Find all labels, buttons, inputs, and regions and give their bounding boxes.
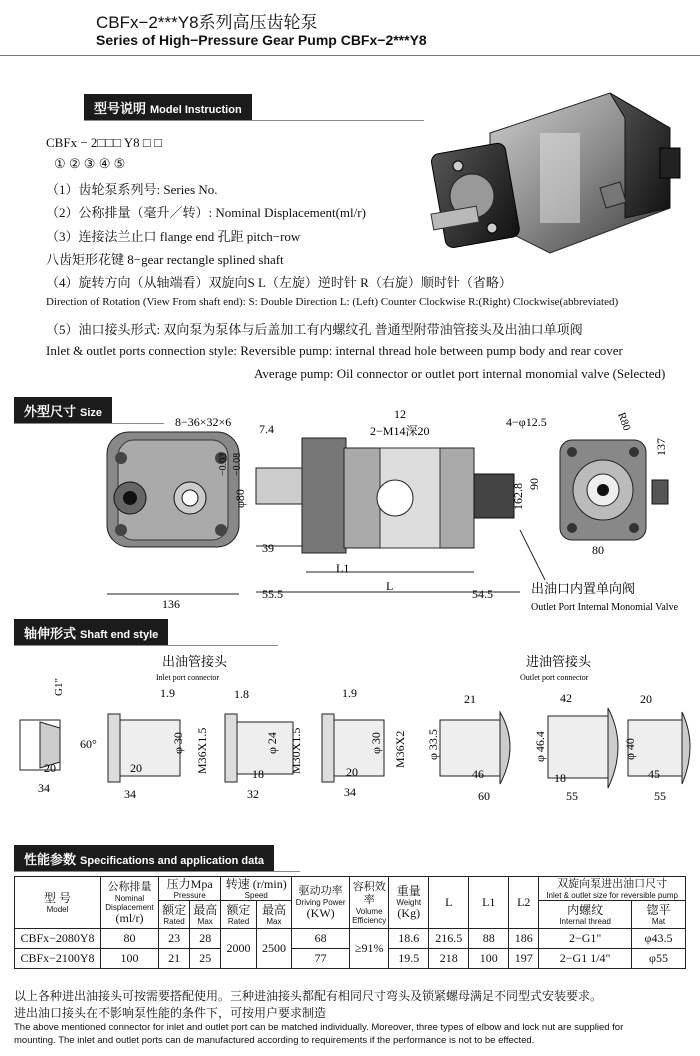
dim-137: 137 (654, 438, 668, 456)
col-ports (539, 877, 686, 901)
col-power (292, 877, 350, 929)
dim-20b: 20 (130, 761, 142, 775)
cell-disp: 100 (101, 949, 159, 969)
rear-view (560, 440, 668, 540)
tol-008: −0.08 (232, 452, 243, 476)
dim-18a: 18 (252, 767, 264, 781)
dim-1-9b: 1.9 (342, 686, 357, 700)
dim-80: 80 (592, 543, 604, 557)
tol-003: −0.03 (218, 452, 229, 476)
cell-L2: 197 (509, 949, 539, 969)
footnote-cn-1: 以上各种进出油接头可按需要搭配使用。三种进油接头都配有相同尺寸弯头及锁紧螺母满足不同型式安装要求。 (14, 989, 603, 1003)
mat-en: Mat (651, 916, 666, 926)
section-heading-cn: 型号说明 (94, 101, 147, 116)
col-weight (389, 877, 429, 929)
section-heading-cn: 性能参数 (24, 852, 77, 867)
dim-34a: 34 (38, 781, 50, 795)
dim-r80: R80 (615, 410, 633, 433)
rated-cn: 额定 (162, 902, 187, 917)
section-heading-cn: 外型尺寸 (24, 404, 77, 419)
cell-L2: 186 (509, 929, 539, 949)
section-heading-en: Model Instruction (150, 104, 242, 116)
dim-g1: G1" (53, 678, 65, 696)
col-mat (631, 901, 685, 929)
dim-phi46-4: φ 46.4 (533, 731, 547, 762)
model-line-8: Inlet & outlet ports connection style: Reversible pump: internal thread hole between pump body and rear cover (46, 343, 623, 358)
dim-12: 12 (394, 407, 406, 421)
dim-m36a: M36X1.5 (195, 727, 209, 774)
spec-table (14, 876, 686, 969)
max-cn: 最高 (193, 902, 218, 917)
rated-cn: 额定 (226, 902, 251, 917)
outlet-connector-cn: 出油管接头 (162, 654, 228, 669)
section-heading-en: Size (80, 407, 103, 419)
cell-L: 218 (429, 949, 469, 969)
cell-p-rated: 21 (159, 949, 190, 969)
ports-header-cn: 双旋向泵进出油口尺寸 (557, 877, 668, 890)
rated-en: Rated (227, 916, 250, 926)
inlet-connector-en: Outlet port connector (520, 673, 589, 682)
mat-cn: 锪平 (646, 902, 671, 917)
section-heading-en: Shaft end style (80, 629, 159, 641)
model-code-line: CBFx − 2□□□ Y8 □ □ (46, 135, 162, 150)
cell-weight: 18.6 (389, 929, 429, 949)
disp-header-en: Nominal Displacement (105, 893, 154, 912)
eff-header-cn: 容积效率 (352, 880, 386, 906)
dim-L: L (386, 579, 394, 593)
dim-55b: 55 (654, 789, 666, 803)
divider (0, 55, 700, 56)
power-header-cn: 驱动功率 (298, 885, 343, 897)
press-header-cn: 压力Mpa (166, 876, 213, 891)
page-subtitle: Series of High−Pressure Gear Pump CBFx−2***Y8 (96, 32, 427, 48)
dim-42: 42 (560, 691, 572, 705)
cell-p-max: 25 (190, 949, 221, 969)
model-line-9: Average pump: Oil connector or outlet port internal monomial valve (Selected) (254, 366, 666, 381)
col-pressure (159, 877, 221, 901)
dim-54-5: 54.5 (472, 587, 493, 601)
model-line-5: （4）旋转方向（从轴端看）双旋向S L（左旋）逆时针 R（右旋）顺时针（省略） (46, 275, 512, 290)
inlet-connector-cn: 进油管接头 (526, 654, 592, 669)
section-heading-spec (14, 845, 274, 871)
cell-mat: φ55 (631, 949, 685, 969)
dim-39: 39 (262, 541, 274, 555)
dim-162-8: 162.8 (511, 483, 525, 510)
dim-55-5: 55.5 (262, 587, 283, 601)
weight-header-unit: (Kg) (397, 906, 421, 920)
section-heading-model (84, 94, 252, 120)
disp-header-cn: 公称排量 (107, 880, 152, 893)
dim-34c: 34 (344, 785, 356, 799)
col-model (15, 877, 101, 929)
dim-18c: 18 (554, 771, 566, 785)
cell-L: 216.5 (429, 929, 469, 949)
cell-p-rated: 23 (159, 929, 190, 949)
front-view (107, 432, 239, 547)
dim-55a: 55 (566, 789, 578, 803)
model-line-7: （5）油口接头形式: 双向泵为泵体与后盖加工有内螺纹孔 普通型附带油管接头及出油口单项阀 (46, 322, 583, 337)
dim-136: 136 (162, 597, 180, 611)
model-header-cn: 型 号 (43, 890, 71, 905)
speed-header-cn: 转速 (r/min) (225, 876, 287, 891)
shaft-drawing (0, 650, 700, 810)
outlet-connector-en: Inlet port connector (156, 673, 220, 682)
dim-m36b: M36X2 (393, 730, 407, 768)
col-speed-max (256, 901, 291, 929)
dim-phi30a: φ 30 (171, 732, 185, 754)
dim-45: 45 (648, 767, 660, 781)
cell-speed-rated: 2000 (221, 929, 256, 969)
valve-label-cn: 出油口内置单向阀 (531, 581, 636, 596)
max-cn: 最高 (261, 902, 286, 917)
cell-weight: 19.5 (389, 949, 429, 969)
weight-header-en: Weight (396, 898, 422, 907)
disp-header-unit: (ml/r) (115, 910, 144, 925)
weight-header-cn: 重量 (396, 884, 421, 898)
cell-model: CBFx−2100Y8 (15, 949, 101, 969)
col-press-max (190, 901, 221, 929)
max-en: Max (266, 916, 282, 926)
col-L2: L2 (509, 877, 539, 929)
footnote-cn-2: 进出油口接头在不影响泵性能的条件下，可按用户要求制造 (14, 1006, 327, 1020)
model-header-en: Model (46, 904, 69, 914)
divider (14, 871, 300, 872)
cell-disp: 80 (101, 929, 159, 949)
dim-34b: 34 (124, 787, 136, 801)
size-drawing (0, 400, 700, 618)
dim-60: 60 (478, 789, 490, 803)
cell-mat: φ43.5 (631, 929, 685, 949)
dim-90: 90 (527, 478, 541, 490)
dim-hole: 4−φ12.5 (506, 415, 547, 429)
col-eff (350, 877, 389, 929)
cell-power: 77 (292, 949, 350, 969)
divider (14, 645, 278, 646)
model-line-4: 八齿矩形花键 8−gear rectangle splined shaft (46, 252, 284, 267)
dim-20c: 20 (346, 765, 358, 779)
col-L1: L1 (469, 877, 509, 929)
cell-efficiency: ≥91% (350, 929, 389, 969)
cell-thread: 2−G1 1/4" (539, 949, 632, 969)
cell-speed-max: 2500 (256, 929, 291, 969)
max-en: Max (197, 916, 213, 926)
dim-20a: 20 (44, 761, 56, 775)
rated-en: Rated (163, 916, 185, 926)
speed-header-en: Speed (244, 890, 268, 900)
dim-60deg: 60° (80, 737, 97, 751)
dim-spline: 8−36×32×6 (175, 415, 232, 429)
inner-cn: 内螺纹 (567, 902, 604, 917)
power-header-en: Driving Power (295, 898, 346, 907)
model-code-index: ① ② ③ ④ ⑤ (54, 156, 126, 171)
col-speed (221, 877, 292, 901)
side-view (256, 438, 514, 553)
cell-L1: 100 (469, 949, 509, 969)
dim-phi30b: φ 30 (369, 732, 383, 754)
cell-p-max: 28 (190, 929, 221, 949)
section-heading-cn: 轴伸形式 (24, 626, 77, 641)
dim-1-9a: 1.9 (160, 686, 175, 700)
cell-power: 68 (292, 929, 350, 949)
inner-en: Internal thread (559, 916, 611, 926)
power-header-unit: (KW) (306, 906, 335, 920)
cell-thread: 2−G1" (539, 929, 632, 949)
dim-phi24: φ 24 (265, 732, 279, 754)
dim-L1: L1 (336, 561, 350, 575)
table-row (15, 929, 686, 949)
model-line-1: （1）齿轮泵系列号: Series No. (46, 182, 218, 197)
dim-phi40: φ 40 (623, 738, 637, 760)
section-heading-shaft (14, 619, 168, 645)
dim-phi80: φ80 (233, 489, 247, 508)
dim-1-8: 1.8 (234, 687, 249, 701)
dim-20d: 20 (640, 692, 652, 706)
dim-46: 46 (472, 767, 484, 781)
valve-label-en: Outlet Port Internal Monomial Valve (531, 602, 679, 613)
col-speed-rated (221, 901, 256, 929)
pump-illustration (420, 78, 695, 273)
footnote-en-1: The above mentioned connector for inlet and outlet port can be matched individually. Moreover, three types of elbow and lock nut are supplied for (14, 1022, 624, 1033)
cell-L1: 88 (469, 929, 509, 949)
page-title: CBFx−2***Y8系列高压齿轮泵 (96, 13, 318, 32)
dim-7-4: 7.4 (259, 422, 274, 436)
fitting-2 (108, 714, 180, 782)
dim-phi33-5: φ 33.5 (426, 729, 440, 760)
cell-model: CBFx−2080Y8 (15, 929, 101, 949)
col-internal-thread (539, 901, 632, 929)
col-L: L (429, 877, 469, 929)
dim-m14: 2−M14深20 (370, 424, 430, 438)
dim-32: 32 (247, 787, 259, 801)
footnote-en-2: mounting. The inlet and outlet ports can de manufactured according to requirements if the performance is not to be effected. (14, 1035, 535, 1046)
divider (84, 120, 424, 121)
ports-header-en: Inlet & outlet size for reversible pump (546, 890, 678, 900)
model-line-6: Direction of Rotation (View From shaft end): S: Double Direction L: (Left) Counter Clockwise R:(Right) Clockwise(abbreviated) (46, 296, 619, 308)
press-header-en: Pressure (173, 890, 206, 900)
dim-21: 21 (464, 692, 476, 706)
dim-m30: M30X1.5 (289, 727, 303, 774)
eff-header-en: Volume Efficiency (352, 906, 387, 925)
col-disp (101, 877, 159, 929)
model-line-2: （2）公称排量（毫升／转）: Nominal Displacement(ml/r) (46, 205, 366, 220)
col-press-rated (159, 901, 190, 929)
model-line-3: （3）连接法兰止口 flange end 孔距 pitch−row (46, 229, 301, 244)
section-heading-en: Specifications and application data (80, 855, 264, 867)
